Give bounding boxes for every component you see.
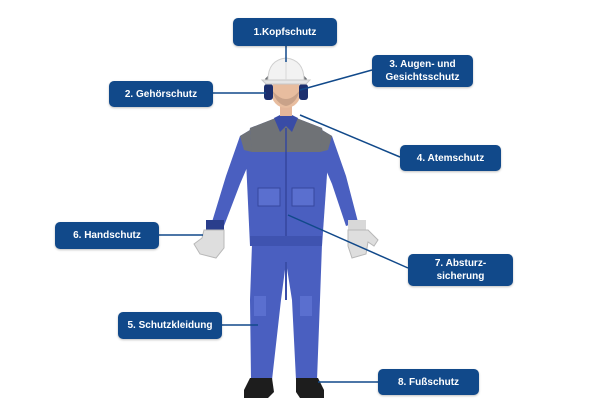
label-kopfschutz	[233, 18, 337, 46]
label-absturz-line-2: sicherung	[436, 271, 485, 282]
leader-augen	[300, 70, 372, 90]
label-hand-line-1: 6. Handschutz	[73, 230, 141, 241]
label-augen-line-1: 3. Augen- und	[389, 59, 456, 70]
label-handschutz	[55, 222, 159, 249]
label-gehoerschutz	[109, 81, 213, 107]
label-absturzsicherung	[408, 254, 513, 286]
label-kleidung-line-1: 5. Schutzkleidung	[127, 320, 213, 331]
label-fussschutz	[378, 369, 479, 395]
label-atemschutz	[400, 145, 501, 171]
label-schutzkleidung	[118, 312, 222, 339]
leader-atem	[300, 115, 400, 157]
label-absturz-line-1: 7. Absturz-	[434, 258, 487, 269]
label-augen-line-2: Gesichtsschutz	[385, 72, 460, 83]
label-augen-gesichtsschutz	[372, 55, 473, 87]
label-fuss-line-1: 8. Fußschutz	[397, 376, 460, 388]
label-atem-line-1: 4. Atemschutz	[416, 152, 485, 164]
leader-absturz	[288, 215, 408, 268]
label-gehoer-line-1: 2. Gehörschutz	[124, 88, 198, 100]
label-kopfschutz-line-1: 1.Kopfschutz	[253, 26, 317, 38]
